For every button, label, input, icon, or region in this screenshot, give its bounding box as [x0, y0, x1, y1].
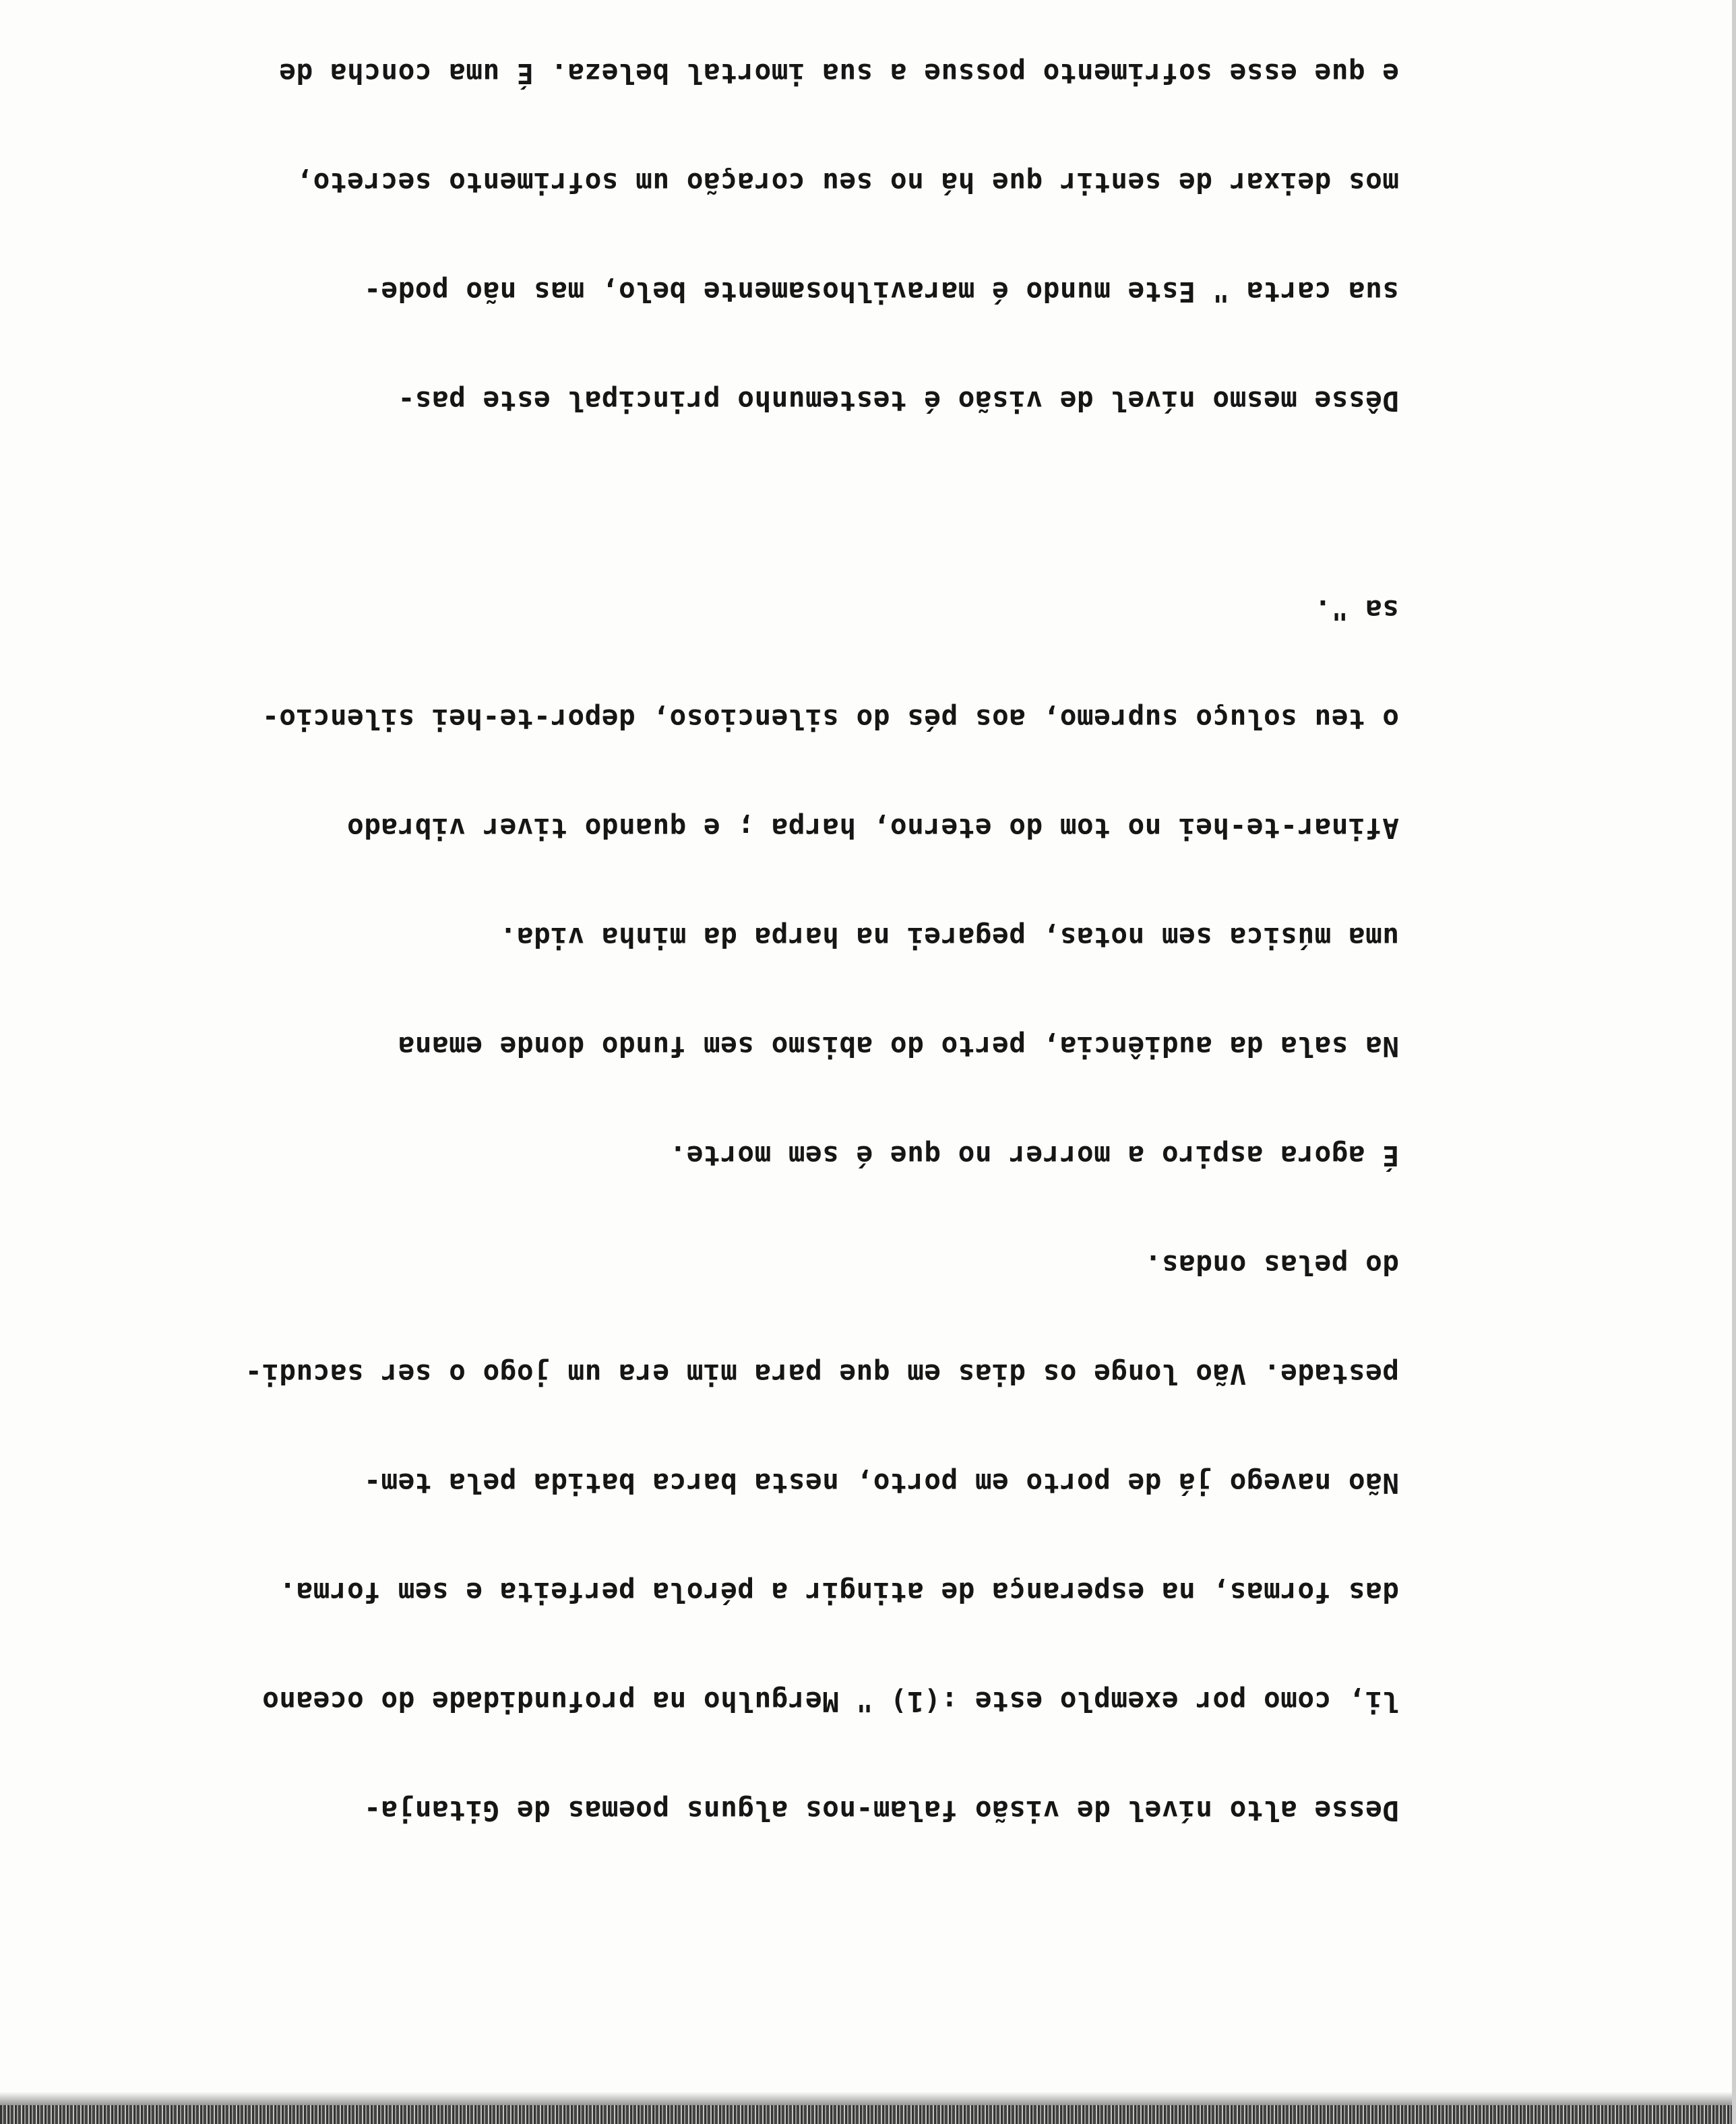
scan-edge-artifact [0, 2105, 1736, 2124]
text-line: uma música sem notas, pegarei na harpa da minha vida. [499, 921, 1399, 954]
text-line: das formas, na esperança de atingir a pérola perfeita e sem forma. [278, 1576, 1399, 1608]
text-line: o teu soluço supremo, aos pés do silencioso, depor-te-hei silencio- [261, 703, 1399, 735]
text-line: mos deixar de sentir que há no seu coração um sofrimento secreto, [296, 166, 1399, 199]
text-line: Não navego já de porto em porto, nesta barca batida pela tem- [363, 1467, 1399, 1499]
typewritten-text [24, 0, 1399, 1902]
text-line: pestade. Vão longe os dias em que para mim era um jogo o ser sacudi- [245, 1358, 1399, 1390]
text-line: É agora aspiro a morrer no que é sem morte. [669, 1139, 1399, 1172]
text-line: Desse alto nível de visão falam-nos alguns poemas de Gitanja- [363, 1794, 1399, 1827]
text-line: Afinar-te-hei no tom do eterno, harpa ; e quando tiver vibrado [346, 812, 1399, 844]
text-line: Na sala da audiência, perto do abismo sem fundo donde emana [398, 1030, 1399, 1063]
text-line: sua carta " Este mundo é maravilhosamente belo, mas não pode- [363, 276, 1399, 308]
scan-right-edge [1732, 0, 1736, 2124]
text-line: e que esse sofrimento possue a sua imortal beleza. É uma concha de [278, 57, 1399, 90]
text-line: sa ". [1314, 594, 1399, 626]
text-line: Dêsse mesmo nível de visão é testemunho principal este pas- [398, 385, 1399, 417]
text-line: do pelas ondas. [1144, 1249, 1399, 1281]
scan-edge-shadow [0, 2092, 1736, 2105]
text-line: li, como por exemplo este :(1) " Mergulho na profundidade do oceano [261, 1685, 1399, 1718]
